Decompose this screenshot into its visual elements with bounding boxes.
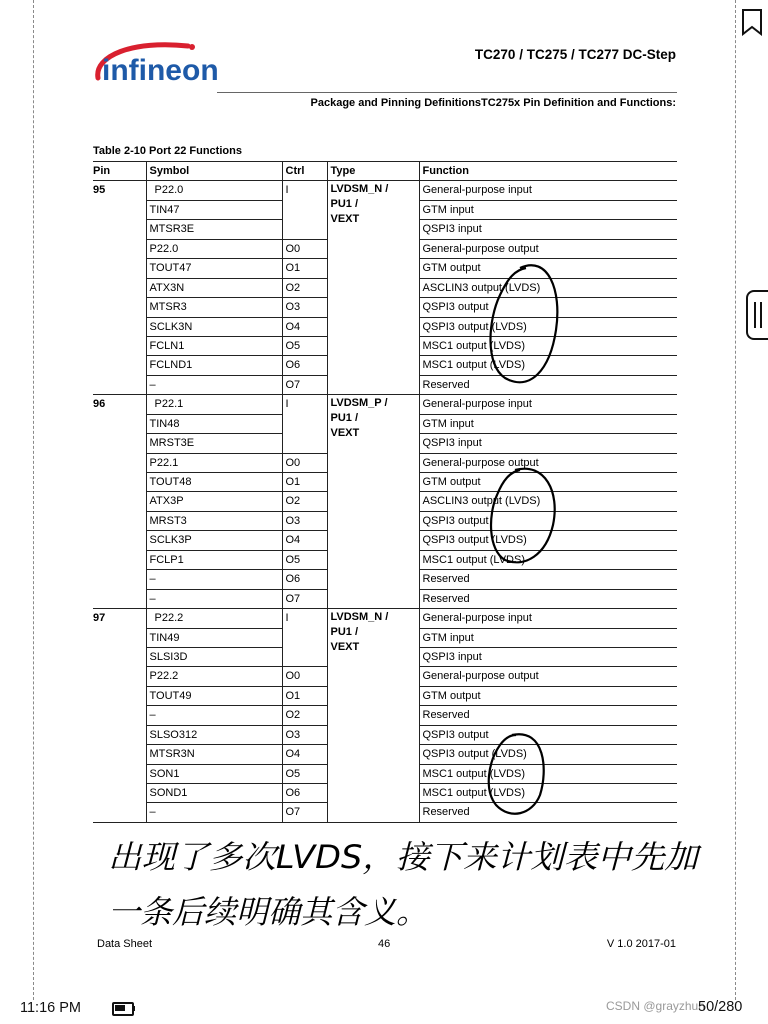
function-cell: QSPI3 input <box>419 647 677 666</box>
ctrl-cell: O0 <box>282 667 327 686</box>
function-cell: ASCLIN3 output (LVDS) <box>419 492 677 511</box>
table-row <box>93 181 677 200</box>
table-body <box>93 181 677 822</box>
function-cell: MSC1 output (LVDS) <box>419 764 677 783</box>
column-header-function: Function <box>419 162 677 181</box>
function-cell: MSC1 output (LVDS) <box>419 784 677 803</box>
function-cell: GTM input <box>419 628 677 647</box>
ctrl-cell: O5 <box>282 550 327 569</box>
handwritten-note-line2: 一条后续明确其含义。 <box>108 893 429 931</box>
symbol-cell: MTSR3E <box>146 220 282 239</box>
pin-number-cell: 96 <box>93 395 146 609</box>
bookmark-icon[interactable] <box>740 8 764 36</box>
footer-version: V 1.0 2017-01 <box>606 938 676 950</box>
symbol-cell: – <box>146 803 282 822</box>
symbol-cell: – <box>146 706 282 725</box>
symbol-cell: MRST3 <box>146 511 282 530</box>
symbol-cell: P22.2 <box>146 609 282 628</box>
ctrl-cell: O4 <box>282 745 327 764</box>
function-cell: QSPI3 input <box>419 220 677 239</box>
function-cell: General-purpose output <box>419 453 677 472</box>
ctrl-cell: O1 <box>282 473 327 492</box>
side-panel-handle[interactable] <box>746 290 768 340</box>
table-row <box>93 395 677 414</box>
symbol-cell: SCLK3P <box>146 531 282 550</box>
symbol-cell: TOUT48 <box>146 473 282 492</box>
port22-functions-table <box>93 161 677 823</box>
symbol-cell: SON1 <box>146 764 282 783</box>
footer-page-number: 46 <box>378 938 391 950</box>
table-caption: Table 2-10 Port 22 Functions <box>93 145 242 157</box>
ctrl-cell: O7 <box>282 589 327 608</box>
function-cell: General-purpose output <box>419 239 677 258</box>
function-cell: QSPI3 input <box>419 434 677 453</box>
ctrl-cell: O1 <box>282 259 327 278</box>
column-header-ctrl: Ctrl <box>282 162 327 181</box>
page-margin-left <box>33 0 34 1000</box>
function-cell: ASCLIN3 output (LVDS) <box>419 278 677 297</box>
ctrl-cell: O3 <box>282 298 327 317</box>
function-cell: GTM output <box>419 686 677 705</box>
type-cell <box>327 181 419 395</box>
type-line: VEXT <box>330 641 360 654</box>
function-cell: QSPI3 output (LVDS) <box>419 531 677 550</box>
type-line: PU1 / <box>330 626 359 639</box>
function-cell: MSC1 output (LVDS) <box>419 336 677 355</box>
page-margin-right <box>735 0 736 1000</box>
logo-wordmark: infineon <box>102 54 219 87</box>
ctrl-cell: O6 <box>282 570 327 589</box>
ctrl-cell: O6 <box>282 356 327 375</box>
ctrl-cell: O0 <box>282 453 327 472</box>
function-cell: General-purpose input <box>419 181 677 200</box>
function-cell: Reserved <box>419 589 677 608</box>
symbol-cell: – <box>146 570 282 589</box>
symbol-cell: P22.1 <box>146 453 282 472</box>
symbol-cell: P22.0 <box>146 239 282 258</box>
function-cell: Reserved <box>419 375 677 394</box>
ctrl-cell: O2 <box>282 492 327 511</box>
function-cell: Reserved <box>419 803 677 822</box>
ctrl-cell: O6 <box>282 784 327 803</box>
symbol-cell: SCLK3N <box>146 317 282 336</box>
symbol-cell: P22.0 <box>146 181 282 200</box>
battery-icon-tip <box>133 1006 135 1011</box>
ctrl-cell: I <box>282 609 327 667</box>
symbol-cell: – <box>146 589 282 608</box>
ctrl-cell: O2 <box>282 278 327 297</box>
ctrl-cell: I <box>282 395 327 453</box>
csdn-watermark: CSDN @grayzhun <box>606 999 705 1013</box>
type-line: LVDSM_P / <box>330 397 388 410</box>
function-cell: QSPI3 output <box>419 725 677 744</box>
type-cell <box>327 395 419 609</box>
ctrl-cell: O5 <box>282 764 327 783</box>
function-cell: GTM input <box>419 414 677 433</box>
symbol-cell: P22.1 <box>146 395 282 414</box>
battery-icon-fill <box>115 1005 125 1011</box>
symbol-cell: TOUT49 <box>146 686 282 705</box>
column-header-symbol: Symbol <box>146 162 282 181</box>
symbol-cell: TIN47 <box>146 200 282 219</box>
symbol-cell: ATX3N <box>146 278 282 297</box>
symbol-cell: MRST3E <box>146 434 282 453</box>
footer-doc-type: Data Sheet <box>97 938 153 950</box>
function-cell: QSPI3 output <box>419 511 677 530</box>
ctrl-cell: O3 <box>282 725 327 744</box>
type-line: LVDSM_N / <box>330 183 389 196</box>
ctrl-cell: O3 <box>282 511 327 530</box>
symbol-cell: TIN48 <box>146 414 282 433</box>
function-cell: GTM output <box>419 473 677 492</box>
symbol-cell: MTSR3N <box>146 745 282 764</box>
symbol-cell: MTSR3 <box>146 298 282 317</box>
function-cell: GTM output <box>419 259 677 278</box>
function-cell: QSPI3 output (LVDS) <box>419 317 677 336</box>
symbol-cell: SLSO312 <box>146 725 282 744</box>
symbol-cell: TOUT47 <box>146 259 282 278</box>
pin-number-cell: 95 <box>93 181 146 395</box>
ctrl-cell: I <box>282 181 327 239</box>
ctrl-cell: O7 <box>282 375 327 394</box>
symbol-cell: – <box>146 375 282 394</box>
infineon-logo <box>92 38 220 92</box>
column-header-pin: Pin <box>93 162 146 181</box>
ctrl-cell: O0 <box>282 239 327 258</box>
function-cell: General-purpose input <box>419 395 677 414</box>
function-cell: MSC1 output (LVDS) <box>419 550 677 569</box>
ctrl-cell: O7 <box>282 803 327 822</box>
symbol-cell: FCLN1 <box>146 336 282 355</box>
section-heading: Package and Pinning DefinitionsTC275x Pin Definition and Functions: <box>310 97 676 109</box>
ctrl-cell: O2 <box>282 706 327 725</box>
symbol-cell: FCLND1 <box>146 356 282 375</box>
ctrl-cell: O4 <box>282 317 327 336</box>
page-counter[interactable]: 50/280 <box>698 999 743 1015</box>
pin-number-cell: 97 <box>93 609 146 823</box>
handwritten-note-line1: 出现了多次LVDS，接下来计划表中先加 <box>108 838 703 876</box>
symbol-cell: FCLP1 <box>146 550 282 569</box>
function-cell: Reserved <box>419 706 677 725</box>
document-title: TC270 / TC275 / TC277 DC-Step <box>474 47 676 62</box>
type-line: VEXT <box>330 213 360 226</box>
table-row <box>93 609 677 628</box>
function-cell: General-purpose input <box>419 609 677 628</box>
column-header-type: Type <box>327 162 419 181</box>
ctrl-cell: O5 <box>282 336 327 355</box>
type-line: VEXT <box>330 427 360 440</box>
symbol-cell: TIN49 <box>146 628 282 647</box>
function-cell: MSC1 output (LVDS) <box>419 356 677 375</box>
ctrl-cell: O4 <box>282 531 327 550</box>
function-cell: General-purpose output <box>419 667 677 686</box>
table-header-row <box>93 162 677 181</box>
symbol-cell: P22.2 <box>146 667 282 686</box>
type-cell <box>327 609 419 823</box>
type-line: LVDSM_N / <box>330 611 389 624</box>
symbol-cell: SLSI3D <box>146 647 282 666</box>
function-cell: QSPI3 output <box>419 298 677 317</box>
function-cell: Reserved <box>419 570 677 589</box>
handwritten-note <box>108 828 708 938</box>
type-line: PU1 / <box>330 412 359 425</box>
symbol-cell: ATX3P <box>146 492 282 511</box>
status-time: 11:16 PM <box>20 1000 81 1016</box>
ctrl-cell: O1 <box>282 686 327 705</box>
function-cell: QSPI3 output (LVDS) <box>419 745 677 764</box>
type-line: PU1 / <box>330 198 359 211</box>
symbol-cell: SOND1 <box>146 784 282 803</box>
function-cell: GTM input <box>419 200 677 219</box>
header-rule <box>217 92 677 93</box>
